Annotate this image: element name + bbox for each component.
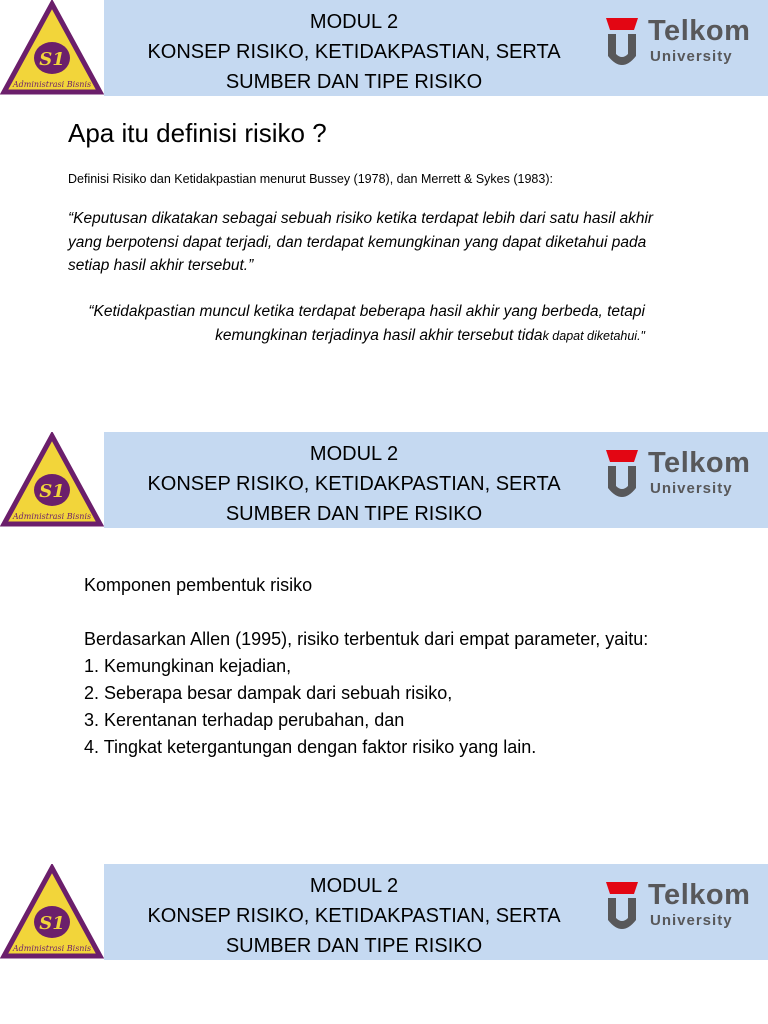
module-title [104, 871, 604, 961]
slide-3 [0, 864, 768, 1024]
svg-text:S1: S1 [39, 913, 65, 934]
telkom-mark-icon [604, 880, 640, 934]
telkom-university-logo [604, 446, 756, 506]
module-line-1: MODUL 2 [309, 875, 399, 897]
section-heading: Komponen pembentuk risiko [84, 575, 313, 595]
module-line-1: MODUL 2 [309, 11, 399, 33]
list-item: 4. Tingkat ketergantungan dengan faktor risiko yang lain. [84, 737, 537, 757]
telkom-wordmark: Telkom [648, 447, 751, 479]
telkom-mark-icon [604, 16, 640, 70]
list-item: 2. Seberapa besar dampak dari sebuah risiko, [84, 683, 453, 703]
module-banner [104, 0, 768, 96]
svg-text:Administrasi Bisnis: Administrasi Bisnis [12, 512, 92, 521]
module-line-2: KONSEP RISIKO, KETIDAKPASTIAN, SERTA [147, 905, 561, 927]
intro-text: Berdasarkan Allen (1995), risiko terbentuk dari empat parameter, yaitu: [84, 629, 649, 649]
module-title [104, 439, 604, 529]
risk-components [84, 572, 724, 761]
administrasi-bisnis-logo [0, 432, 104, 528]
slide-title: Apa itu definisi risiko ? [68, 118, 327, 148]
risk-quote: “Keputusan dikatakan sebagai sebuah risiko ketika terdapat lebih dari satu hasil akhir yang berpotensi dapat terjadi, dan terdapat kemungkinan yang dapat diketahui pada setiap hasil akhir tersebut.” [68, 210, 654, 274]
uncertainty-quote [60, 300, 645, 348]
svg-text:Administrasi Bisnis: Administrasi Bisnis [12, 80, 92, 89]
svg-text:S1: S1 [39, 49, 65, 70]
telkom-wordmark: Telkom [648, 15, 751, 47]
list-item: 3. Kerentanan terhadap perubahan, dan [84, 710, 405, 730]
list-item: 1. Kemungkinan kejadian, [84, 656, 292, 676]
slide-1 [0, 0, 768, 420]
module-banner [104, 432, 768, 528]
telkom-university-logo [604, 14, 756, 74]
uncertainty-quote-tail: k dapat diketahui." [542, 328, 645, 343]
uncertainty-quote-main: “Ketidakpastian muncul ketika terdapat beberapa hasil akhir yang berbeda, tetapi kemungkinan terjadinya hasil akhir tersebut tida [88, 303, 645, 344]
svg-text:S1: S1 [39, 481, 65, 502]
module-banner [104, 864, 768, 960]
telkom-mark-icon [604, 448, 640, 502]
module-line-3: SUMBER DAN TIPE RISIKO [225, 71, 483, 93]
module-line-3: SUMBER DAN TIPE RISIKO [225, 935, 483, 957]
module-line-1: MODUL 2 [309, 443, 399, 465]
telkom-university-logo [604, 878, 756, 938]
module-line-2: KONSEP RISIKO, KETIDAKPASTIAN, SERTA [147, 473, 561, 495]
telkom-wordmark: Telkom [648, 879, 751, 911]
administrasi-bisnis-logo [0, 864, 104, 960]
module-title [104, 7, 604, 97]
university-wordmark: University [650, 480, 733, 497]
svg-text:Administrasi Bisnis: Administrasi Bisnis [12, 944, 92, 953]
module-line-3: SUMBER DAN TIPE RISIKO [225, 503, 483, 525]
university-wordmark: University [650, 48, 733, 65]
administrasi-bisnis-logo [0, 0, 104, 96]
module-line-2: KONSEP RISIKO, KETIDAKPASTIAN, SERTA [147, 41, 561, 63]
definition-source: Definisi Risiko dan Ketidakpastian menurut Bussey (1978), dan Merrett & Sykes (1983): [68, 172, 553, 186]
slide-2 [0, 432, 768, 852]
university-wordmark: University [650, 912, 733, 929]
